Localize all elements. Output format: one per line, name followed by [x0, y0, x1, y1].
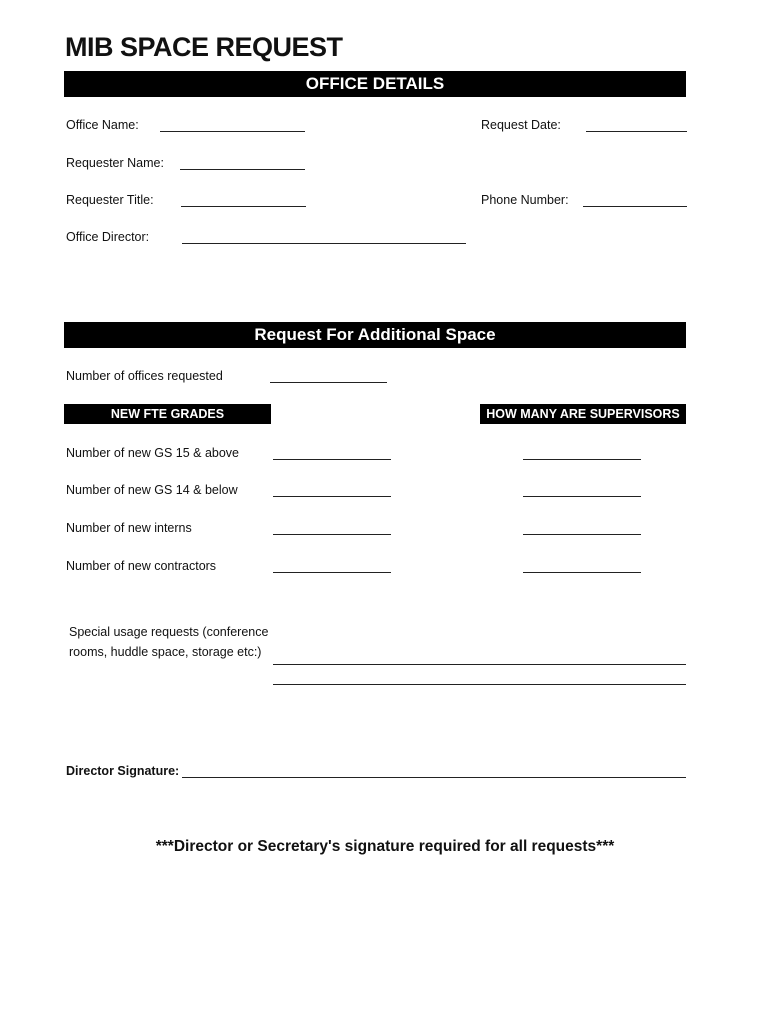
special-usage-label: Special usage requests (conference rooms, huddle space, storage etc:) — [69, 625, 269, 659]
request-date-label: Request Date: — [481, 118, 561, 132]
office-director-field[interactable] — [182, 243, 466, 244]
director-signature-field[interactable] — [182, 777, 686, 778]
gs15-supervisors-field[interactable] — [523, 459, 641, 460]
request-date-field[interactable] — [586, 131, 687, 132]
additional-space-header: Request For Additional Space — [64, 322, 686, 348]
office-director-label: Office Director: — [66, 230, 150, 244]
special-usage-line-2[interactable] — [273, 684, 686, 685]
office-name-label: Office Name: — [66, 118, 139, 132]
offices-requested-field[interactable] — [270, 382, 387, 383]
form-title: MIB SPACE REQUEST — [65, 32, 343, 62]
gs15-count-field[interactable] — [273, 459, 391, 460]
office-details-header: OFFICE DETAILS — [64, 71, 686, 97]
contractors-label: Number of new contractors — [66, 559, 217, 573]
requester-name-field[interactable] — [180, 169, 305, 170]
phone-number-label: Phone Number: — [481, 193, 569, 207]
gs14-label: Number of new GS 14 & below — [66, 483, 238, 497]
supervisors-header: HOW MANY ARE SUPERVISORS — [480, 404, 686, 424]
gs14-supervisors-field[interactable] — [523, 496, 641, 497]
gs15-label: Number of new GS 15 & above — [66, 446, 240, 460]
offices-requested-label: Number of offices requested — [66, 369, 223, 383]
interns-label: Number of new interns — [66, 521, 192, 535]
interns-supervisors-field[interactable] — [523, 534, 641, 535]
office-name-field[interactable] — [160, 131, 305, 132]
fte-grades-header: NEW FTE GRADES — [64, 404, 271, 424]
phone-number-field[interactable] — [583, 206, 687, 207]
requester-title-label: Requester Title: — [66, 193, 154, 207]
director-signature-label: Director Signature: — [66, 764, 180, 778]
requester-name-label: Requester Name: — [66, 156, 164, 170]
requester-title-field[interactable] — [181, 206, 306, 207]
interns-count-field[interactable] — [273, 534, 391, 535]
contractors-count-field[interactable] — [273, 572, 391, 573]
gs14-count-field[interactable] — [273, 496, 391, 497]
contractors-supervisors-field[interactable] — [523, 572, 641, 573]
signature-requirement-note: ***Director or Secretary's signature required for all requests*** — [155, 838, 615, 855]
special-usage-line-1[interactable] — [273, 664, 686, 665]
